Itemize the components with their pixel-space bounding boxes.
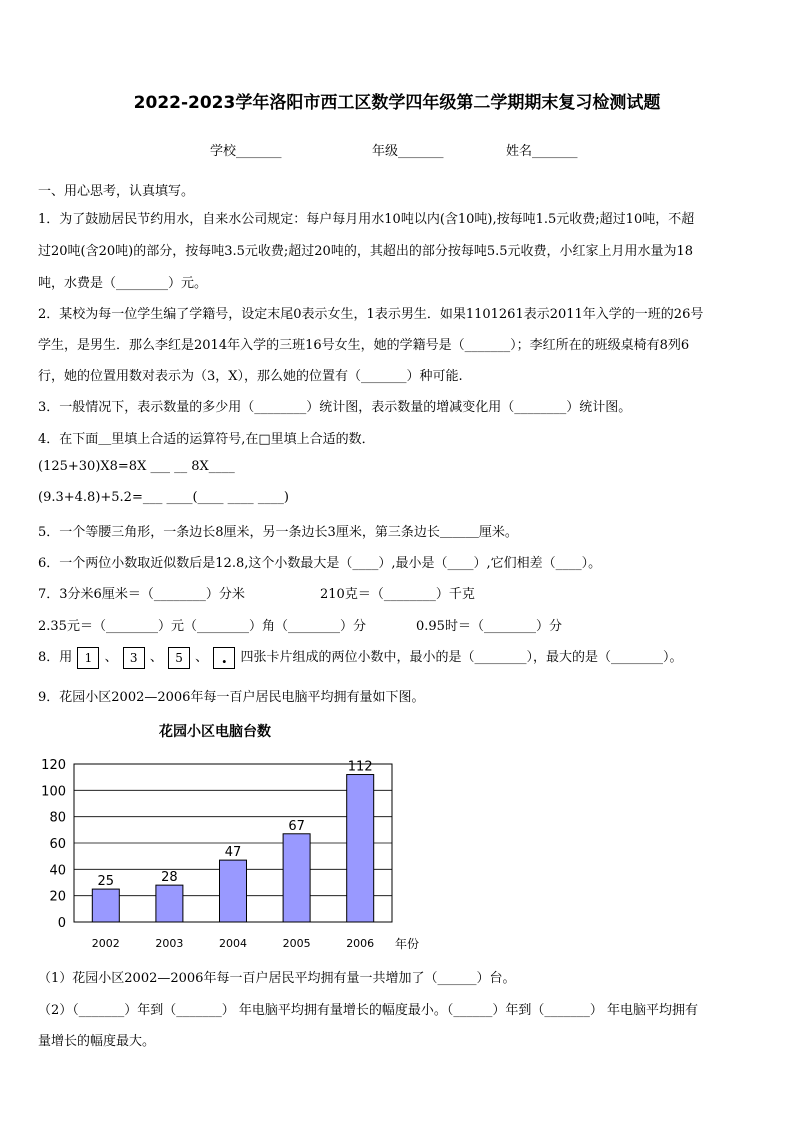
number-card: 1: [77, 647, 99, 669]
q9-sub1: （1）花园小区2002—2006年每一百户居民平均拥有量一共增加了（______）台。: [38, 971, 516, 986]
data-label: 47: [224, 845, 242, 861]
q7-part-c: 2.35元＝（________）元（________）角（________）分: [38, 619, 366, 634]
number-card: 3: [123, 647, 145, 669]
y-tick-label: 80: [49, 810, 66, 826]
x-axis-label: 年份: [395, 937, 420, 951]
data-label: 25: [97, 874, 115, 890]
x-tick-label: 2003: [155, 937, 184, 950]
bar: [156, 885, 183, 922]
decimal-point-card: .: [213, 647, 235, 669]
y-tick-label: 40: [49, 863, 66, 879]
x-tick-label: 2006: [346, 937, 375, 950]
separator: 、: [195, 650, 209, 665]
q8-prefix: 8．用: [38, 650, 73, 665]
q9-sub2-line1: （2）（_______）年到（_______） 年电脑平均拥有量增长的幅度最小。（______）年到（_______） 年电脑平均拥有: [38, 1003, 699, 1018]
q7-part-a: 7．3分米6厘米＝（________）分米: [38, 587, 245, 602]
bar: [92, 889, 119, 922]
bar-chart: [0, 712, 794, 952]
school-field: 学校_______: [210, 144, 282, 159]
q6-line: 6．一个两位小数取近似数后是12.8,这个小数最大是（____）,最小是（____）,它们相差（____）。: [38, 556, 602, 571]
y-tick-label: 20: [49, 889, 66, 905]
q5-line: 5．一个等腰三角形，一条边长8厘米，另一条边长3厘米，第三条边长＿＿＿厘米。: [38, 525, 518, 540]
number-card: 5: [168, 647, 190, 669]
q8-suffix: 四张卡片组成的两位小数中，最小的是（________），最大的是（________）。: [240, 650, 683, 665]
x-tick-label: 2004: [219, 937, 247, 950]
y-tick-label: 100: [41, 784, 66, 800]
separator: 、: [149, 650, 163, 665]
q2-line3: 行，她的位置用数对表示为（3，X），那么她的位置有（_______）种可能.: [38, 369, 463, 384]
q7-line1: [38, 583, 758, 602]
q1-line3: 吨，水费是（________）元。: [38, 276, 208, 291]
bar: [283, 834, 310, 922]
data-label: 28: [161, 870, 178, 886]
q9-intro: 9．花园小区2002—2006年每一百户居民电脑平均拥有量如下图。: [38, 690, 425, 705]
separator: 、: [104, 650, 118, 665]
q4-line2: (125+30)X8=8X ___ __ 8X____: [38, 459, 235, 474]
section-heading: 一、用心思考，认真填写。: [38, 184, 195, 199]
q3-line: 3．一般情况下，表示数量的多少用（________）统计图，表示数量的增减变化用（________）统计图。: [38, 400, 632, 415]
y-tick-label: 0: [57, 916, 66, 931]
x-tick-label: 2002: [91, 937, 120, 950]
q4-line1: 4．在下面＿里填上合适的运算符号,在□里填上合适的数．: [38, 432, 375, 447]
q9-sub2-line2: 量增长的幅度最大。: [38, 1034, 156, 1049]
q2-line1: 2．某校为每一位学生编了学籍号，设定末尾0表示女生，1表示男生．如果1101261表示2011年入学的一班的26号: [38, 307, 704, 322]
name-field: 姓名_______: [506, 144, 578, 159]
q7-line2: [38, 615, 758, 634]
y-tick-label: 60: [49, 837, 66, 852]
data-label: 67: [288, 818, 305, 834]
chart-title: 花园小区电脑台数: [159, 724, 271, 740]
bar: [220, 860, 247, 922]
q7-part-d: 0.95时＝（________）分: [416, 619, 562, 634]
grade-field: 年级_______: [372, 144, 444, 159]
q1-line1: 1．为了鼓励居民节约用水，自来水公司规定：每户每月用水10吨以内(含10吨),按每吨1.5元收费;超过10吨，不超: [38, 212, 695, 227]
q7-part-b: 210克＝（________）千克: [320, 587, 475, 602]
q2-line2: 学生，是男生．那么李红是2014年入学的三班16号女生，她的学籍号是（_______）；李红所在的班级桌椅有8列6: [38, 338, 690, 353]
q1-line2: 过20吨(含20吨)的部分，按每吨3.5元收费;超过20吨的，其超出的部分按每吨5.5元收费，小红家上月用水量为18: [38, 244, 694, 259]
x-tick-label: 2005: [282, 937, 311, 950]
page-title: 2022-2023学年洛阳市西工区数学四年级第二学期期末复习检测试题: [133, 93, 661, 113]
data-label: 112: [347, 759, 373, 775]
y-tick-label: 120: [41, 758, 66, 773]
q4-line3: (9.3+4.8)+5.2=___ ____(____ ____ ____): [38, 490, 289, 505]
bar: [347, 775, 374, 922]
q8-line: [38, 646, 758, 670]
